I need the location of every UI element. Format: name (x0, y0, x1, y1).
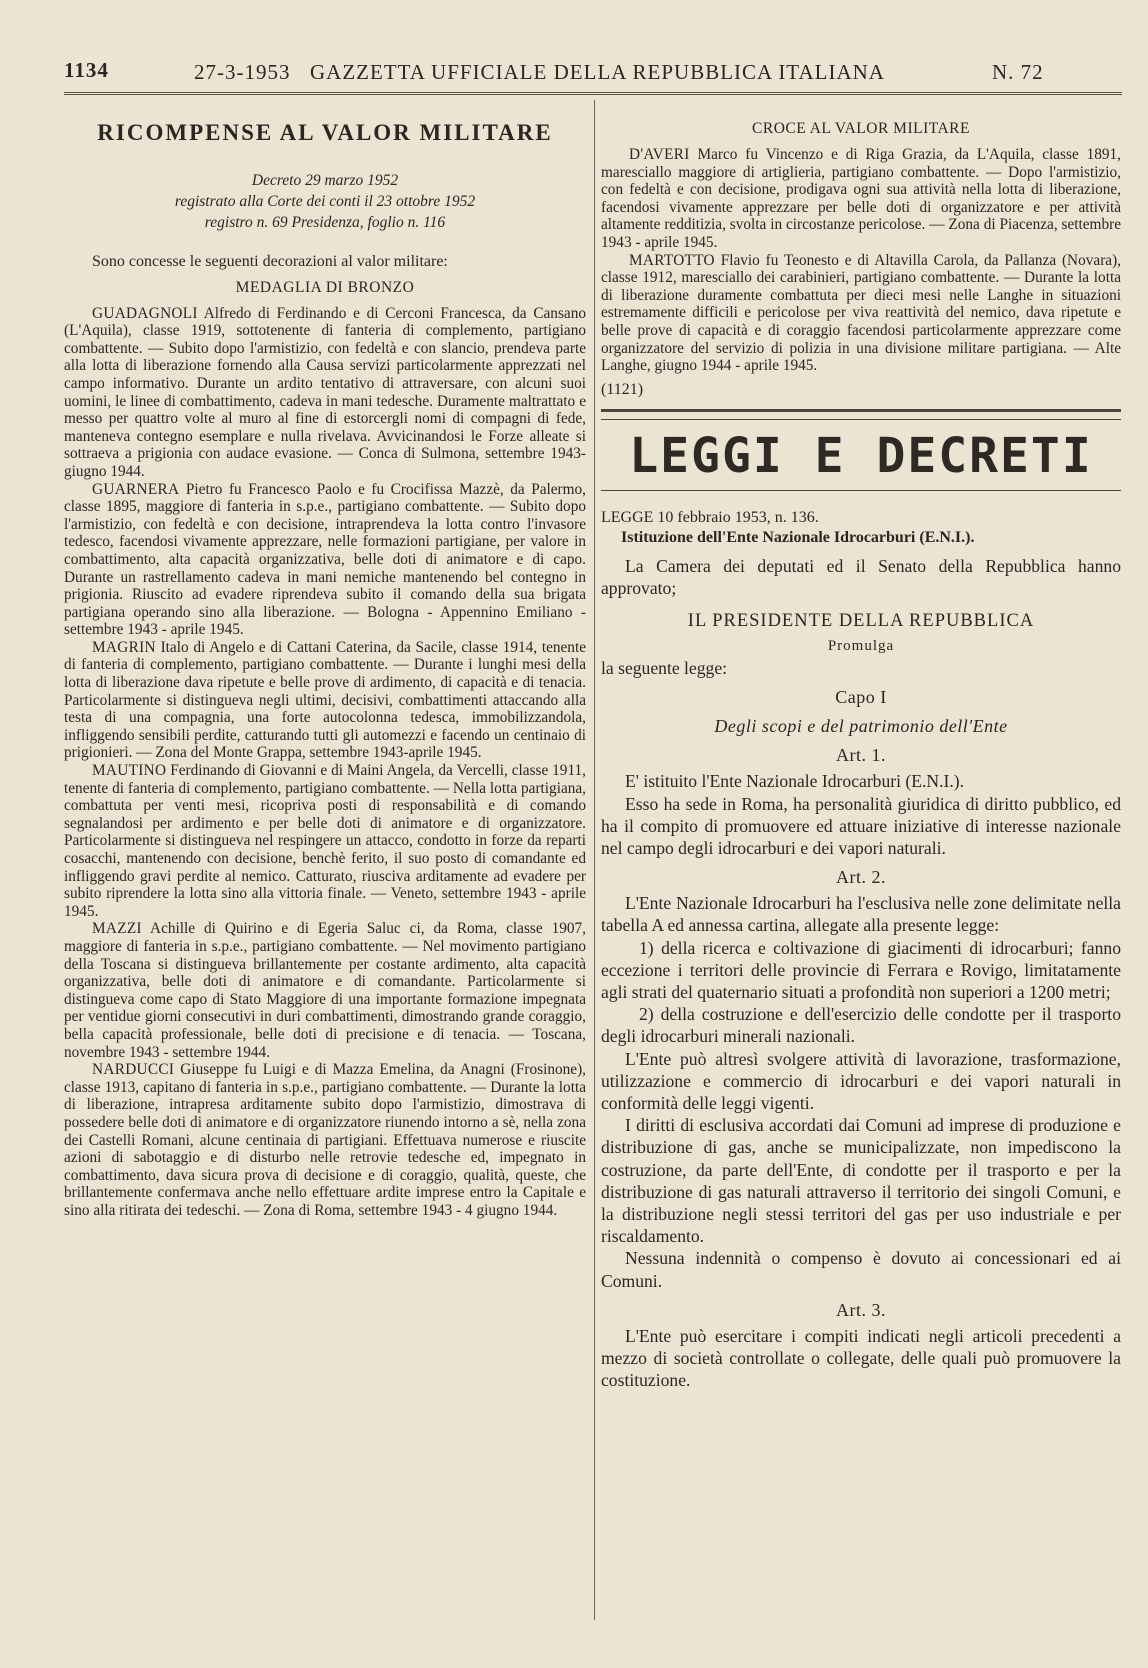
issue-number: N. 72 (992, 60, 1044, 84)
citation (64, 762, 586, 920)
citation-name: MAGRIN (92, 638, 156, 656)
capo-title: Degli scopi e del patrimonio dell'Ente (714, 716, 1008, 737)
decree-line: registro n. 69 Presidenza, foglio n. 116 (204, 214, 446, 231)
citation (64, 481, 586, 639)
reference-number: (1121) (601, 380, 644, 398)
promulga-label: Promulga (827, 638, 895, 655)
article-paragraph: L'Ente può esercitare i compiti indicati negli articoli precedenti a mezzo di società controllate o collegate, delle quali può promuovere la costituzione. (601, 1325, 1121, 1391)
citation (64, 920, 586, 1061)
cross-heading: CROCE AL VALOR MILITARE (752, 120, 970, 137)
intro-paragraph: Sono concesse le seguenti decorazioni al valor militare: (92, 253, 448, 270)
section-rule-thin (601, 490, 1121, 491)
citation (601, 252, 1121, 375)
citation-text: Marco fu Vincenzo e di Riga Grazia, da L'Aquila, classe 1891, maresciallo maggiore di artiglieria, partigiano combattente. — Dopo l'armistizio, con fedeltà e con decisione, prodigava ogni sua attività nella lotta di liberazione, facendosi vivamente apprezzare per belle doti di organizzatore e per attività altamente redditizia, svolta in circostanze pericolose. — Zona di Piacenza, settembre 1943 - aprile 1945. (601, 146, 1121, 251)
decree-line: registrato alla Corte dei conti il 23 ottobre 1952 (174, 193, 476, 210)
citation-name: D'AVERI (629, 146, 690, 163)
gazette-title: GAZZETTA UFFICIALE DELLA REPUBBLICA ITALIANA (310, 60, 885, 84)
page-number: 1134 (64, 58, 109, 82)
article-paragraph: Nessuna indennità o compenso è dovuto ai concessionari ed ai Comuni. (601, 1248, 1121, 1291)
citation-text: Pietro fu Francesco Paolo e fu Crocifissa Mazzè, da Palermo, classe 1895, maggiore di fanteria in s.p.e., partigiano combattente. — Subito dopo l'armistizio, con fedeltà e con decisione, intraprendeva la lotta contro l'invasore tedesco, facendosi vivamente apprezzare, nelle formazioni partigiane, per valore in combattimento, alta capacità organizzativa, belle doti di animatore e di capo. Durante un rastrellamento cadeva in mani nemiche mantenendo bel contegno in prigionia. Riuscito ad evadere riprendeva subito il comando della sua brigata partigiana operando sino alla liberazione. — Bologna - Appennino Emiliano - settembre 1943 - aprile 1945. (64, 480, 586, 639)
citation-name: GUARNERA (92, 480, 180, 498)
citation-text: Achille di Quirino e di Egeria Saluc ci, da Roma, classe 1907, maggiore di fanteria in s.p.e., partigiano combattente. — Nel movimento partigiano della Toscana si distingueva brillantemente per costante ardimento, alta capacità organizzativa, belle doti di animatore e di comandante. Particolarmente si distingueva come capo di Stato Maggiore di una importante formazione impegnata per ventidue giorni consecutivi in duri combattimenti, dimostrando grande coraggio, bella capacità professionale, belle doti di precisione e di tenacia. — Toscana, novembre 1943 - settembre 1944. (64, 920, 586, 1061)
citation-text: Flavio fu Teonesto e di Altavilla Carola, da Pallanza (Novara), classe 1912, maresciallo dei carabinieri, partigiano combattente. — Durante la lotta di liberazione duramente combattuta per dieci mesi nelle Langhe in situazioni estremamente difficili e pericolose per viva reattività del nemico, dava ripetute e belle prove di capacità e di coraggio facendosi particolarmente apprezzare come organizzatore del servizio di polizia in una divisione militare partigiana. — Alte Langhe, giugno 1944 - aprile 1945. (601, 251, 1121, 375)
column-divider (594, 100, 595, 1620)
citation-name: MAUTINO (92, 762, 167, 780)
citation-name: MAZZI (92, 920, 142, 938)
article-heading: Art. 1. (836, 745, 886, 766)
preamble: La Camera dei deputati ed il Senato della Repubblica hanno approvato; (601, 555, 1121, 598)
citation (601, 146, 1121, 252)
page-header (64, 58, 1124, 88)
medal-heading: MEDAGLIA DI BRONZO (235, 278, 415, 296)
citation-text: Giuseppe fu Luigi e di Mazza Emelina, da Anagni (Frosinone), classe 1913, capitano di fanteria in s.p.e., partigiano combattente. — Durante la lotta di liberazione, intrapresa arditamente subito dopo l'armistizio, dimostrava di possedere belle doti di animatore e di organizzatore riunendo intorno a sè, nella zona dei Castelli Romani, alcune centinaia di partigiani. Effettuava numerose e riuscite azioni di sabotaggio e di disturbo nelle retrovie tedesche ed, impegnato in combattimento, dava sicura prova di decisione e di coraggio, qualità, queste, che brillantemente confermava anche nello effettuare ardite imprese entro la Capitale e sino alla ritirata dei tedeschi. — Zona di Roma, settembre 1943 - 4 giugno 1944. (64, 1061, 586, 1219)
citation-name: GUADAGNOLI (92, 304, 198, 322)
law-number: LEGGE 10 febbraio 1953, n. 136. (601, 508, 819, 526)
article-heading: Art. 3. (836, 1299, 886, 1320)
seguente-legge: la seguente legge: (601, 658, 728, 679)
right-column (601, 112, 1121, 1391)
article-item: 1) della ricerca e coltivazione di giacimenti di idrocarburi; fanno eccezione i territori delle provincie di Ferrara e Rovigo, limitatamente agli strati del quaternario situati a profondità non superiori a 1200 metri; (601, 937, 1121, 1002)
article-paragraph: L'Ente può altresì svolgere attività di lavorazione, trasformazione, utilizzazione e commercio di idrocarburi e dei vapori naturali in conformità delle leggi vigenti. (601, 1048, 1121, 1113)
decree-reference (64, 170, 586, 233)
citation-name: MARTOTTO (629, 251, 715, 269)
citation (64, 639, 586, 762)
issue-date: 27-3-1953 (194, 60, 291, 84)
citation (64, 1061, 586, 1219)
citation-text: Alfredo di Ferdinando e di Cerconi Francesca, da Cansano (L'Aquila), classe 1919, sottotenente di fanteria di complemento, partigiano combattente. — Subito dopo l'armistizio, con fedeltà e con slancio, prendeva parte alla lotta di liberazione fornendo alla Causa servizi particolarmente apprezzati nel campo informativo. Durante un ardito tentativo di attraversare, con alcuni suoi uomini, le linee di combattimento, cadeva in mani tedesche. Duramente maltrattato e messo per quattro volte al muro al fine di estorcergli nomi di compagni di fede, manteneva contegno esemplare e nulla rivelava. Avvicinandosi le Forze alleate si sottraeva a prigionia con audace evasione. — Conca di Sulmona, settembre 1943-giugno 1944. (64, 304, 586, 480)
section-rule (601, 409, 1121, 420)
article-paragraph: I diritti di esclusiva accordati dai Comuni ad imprese di produzione e distribuzione di gas, anche se municipalizzate, non impediscono la costruzione, da parte dell'Ente, di condotte per il trasporto e per la distribuzione di gas naturali attraverso il territorio dei singoli Comuni, e la distribuzione negli stessi territori del gas per uso industriale e per riscaldamento. (601, 1115, 1121, 1247)
law-title: Istituzione dell'Ente Nazionale Idrocarburi (E.N.I.). (621, 528, 975, 546)
section-heading-ricompense: RICOMPENSE AL VALOR MILITARE (97, 120, 553, 145)
article-paragraph: L'Ente Nazionale Idrocarburi ha l'esclusiva nelle zone delimitate nella tabella A ed annessa cartina, allegate alla presente legge: (601, 893, 1121, 936)
article-heading: Art. 2. (836, 867, 886, 888)
article-item: 2) della costruzione e dell'esercizio delle condotte per il trasporto degli idrocarburi minerali nazionali. (601, 1004, 1121, 1047)
president-heading: IL PRESIDENTE DELLA REPUBBLICA (687, 611, 1035, 632)
capo-heading: Capo I (835, 687, 887, 708)
section-title-leggi-decreti: LEGGI E DECRETI (629, 427, 1093, 484)
citation (64, 305, 586, 481)
citation-text: Ferdinando di Giovanni e di Maini Angela, da Vercelli, classe 1911, tenente di fanteria di complemento, partigiano combattente. — Nella lotta partigiana, combattuta per venti mesi, ricopriva posti di responsabilità e di comando segnalandosi per ardimento e per belle doti di animatore e di organizzatore. Particolarmente si distingueva nel respingere un attacco, condotto in forze da reparti cosacchi, mantenendo con decisione, benchè ferito, il suo posto di comandante ed infliggendo gravi perdite al nemico. Catturato, riusciva arditamente ad evadere per subito riprendere la lotta sino alla vittoria finale. — Veneto, settembre 1943 - aprile 1945. (64, 762, 587, 920)
decree-line: Decreto 29 marzo 1952 (251, 172, 399, 189)
header-rule (64, 92, 1122, 99)
article-paragraph: E' istituito l'Ente Nazionale Idrocarburi (E.N.I.). (625, 771, 965, 792)
left-column (64, 112, 586, 1219)
citation-text: Italo di Angelo e di Cattani Caterina, da Sacile, classe 1914, tenente di fanteria di complemento, partigiano combattente. — Durante i lunghi mesi della lotta di liberazione dava ripetute e belle prove di ardimento, di capacità e di tenacia. Particolarmente si distingueva negli ultimi, decisivi, combattimenti attaccando alla testa di una compagnia, una forte autocolonna tedesca, immobilizzandola, infliggendo sensibili perdite, catturando tutti gli automezzi e facendo un centinaio di prigionieri. — Zona del Monte Grappa, settembre 1943-aprile 1945. (64, 638, 586, 762)
citation-name: NARDUCCI (92, 1061, 175, 1079)
article-paragraph: Esso ha sede in Roma, ha personalità giuridica di diritto pubblico, ed ha il compito di promuovere ed attuare iniziative di interesse nazionale nel campo degli idrocarburi e dei vapori naturali. (601, 793, 1121, 858)
